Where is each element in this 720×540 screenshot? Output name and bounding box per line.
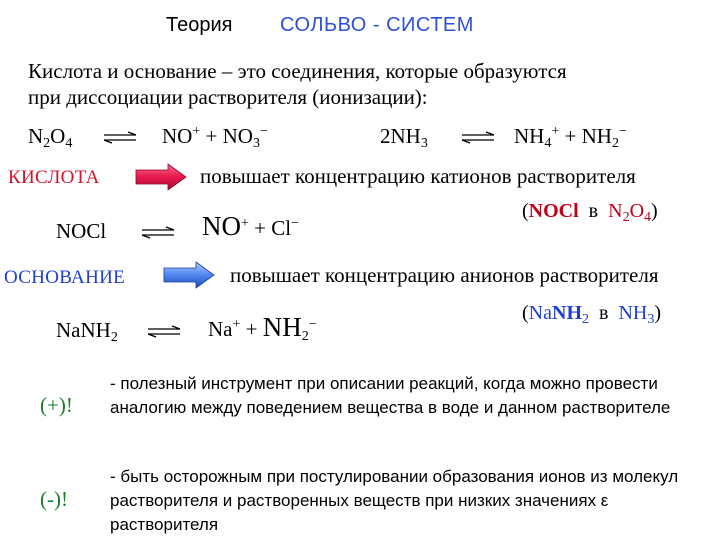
equilibrium-arrow-icon bbox=[140, 227, 176, 239]
nanh2-formula: NaNH$_2$ bbox=[56, 318, 118, 345]
nh3-ions: $NH_4^+ + NH_2^-$ bbox=[514, 124, 627, 151]
nocl-ions: NO+ + Cl− bbox=[202, 211, 299, 241]
minus-sign: (-)! bbox=[40, 487, 68, 511]
base-arrow-icon bbox=[164, 262, 216, 288]
base-description: повышает концентрацию анионов растворителя bbox=[230, 263, 659, 287]
nanh2-ions: $Na^+ + NH_2^-$ bbox=[208, 312, 317, 344]
note-negative: - быть осторожным при постулировании образования ионов из молекул растворителя и растворенных веществ при низких значениях ε растворителя bbox=[110, 467, 679, 534]
base-example: (NaNH$_2$ в $NH_3$) bbox=[522, 302, 662, 327]
theory-label: Теория bbox=[166, 14, 233, 36]
acid-arrow-icon bbox=[136, 164, 188, 190]
page-title: СОЛЬВО - СИСТЕМ bbox=[280, 14, 474, 36]
note-positive: - полезный инструмент при описании реакций, когда можно провести аналогию между поведением вещества в воде и данном растворителе bbox=[110, 374, 671, 417]
intro-line-2: при диссоциации растворителя (ионизации): bbox=[28, 85, 428, 109]
nh3-formula: $2NH_3$ bbox=[380, 124, 428, 151]
plus-sign: (+)! bbox=[40, 393, 73, 417]
nocl-formula: NOCl bbox=[56, 219, 107, 243]
n2o4-formula: $N_2O_4$ bbox=[28, 124, 73, 151]
acid-description: повышает концентрацию катионов растворителя bbox=[200, 164, 636, 188]
intro-line-1: Кислота и основание – это соединения, которые образуются bbox=[28, 59, 567, 83]
n2o4-ions: $NO^+ + NO_3^-$ bbox=[162, 124, 268, 151]
equilibrium-arrow-icon bbox=[102, 132, 138, 144]
intro-text bbox=[28, 58, 708, 110]
acid-example: (NOCl в $N_2O_4$) bbox=[522, 200, 658, 225]
acid-label: КИСЛОТА bbox=[8, 167, 100, 188]
equilibrium-arrow-icon bbox=[146, 326, 182, 338]
equilibrium-arrow-icon bbox=[460, 132, 496, 144]
base-label: ОСНОВАНИЕ bbox=[4, 267, 126, 288]
